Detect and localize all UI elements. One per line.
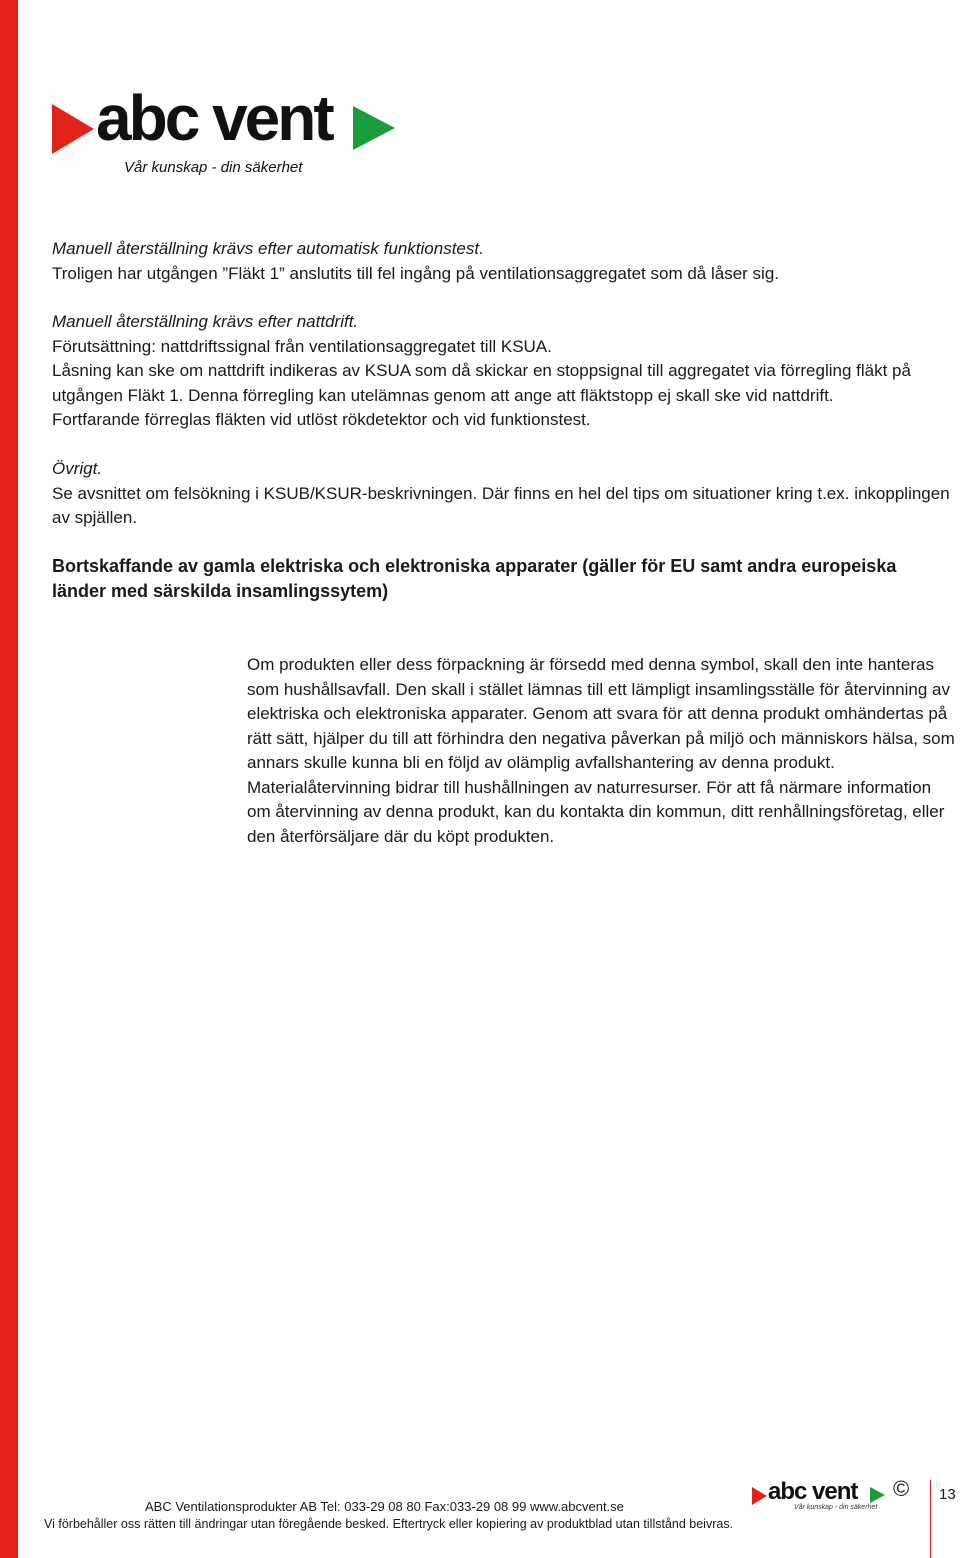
section-heading: Manuell återställning krävs efter nattdrift. — [52, 312, 359, 331]
footer-logo-red-triangle-icon — [752, 1487, 767, 1505]
footer-logo-wordmark: abc vent — [768, 1478, 858, 1505]
footer-logo-green-triangle-icon — [870, 1487, 885, 1503]
left-red-bar — [0, 0, 18, 1558]
footer-divider — [930, 1480, 931, 1558]
footer-contact: ABC Ventilationsprodukter AB Tel: 033-29 08 80 Fax:033-29 08 99 www.abcvent.se — [145, 1499, 624, 1514]
logo-red-triangle-icon — [52, 104, 94, 154]
section-night-mode — [52, 310, 960, 433]
section-auto-test — [52, 237, 960, 286]
section-line: Förutsättning: nattdriftssignal från ventilationsaggregatet till KSUA. — [52, 336, 552, 356]
section-line: Låsning kan ske om nattdrift indikeras av KSUA som då skickar en stoppsignal till aggregatet via förregling fläkt på utgången Fläkt 1. Denna förregling kan utelämnas genom att ange att fläktstopp ej skall ske vid nattdrift. — [52, 361, 911, 405]
logo-wordmark: abc vent — [96, 82, 332, 154]
disposal-text: Om produkten eller dess förpackning är försedd med denna symbol, skall den inte hanteras som hushållsavfall. Den skall i stället lämnas till ett lämpligt insamlingsställe för återvinning av elektriska och elektroniska apparater. Genom att svara för att denna produkt omhändertas på rätt sätt, hjälper du till att förhindra den negativa påverkan på miljö och människors hälsa, som annars skulle kunna bli en följd av olämplig avfallshantering av denna produkt. Materialåtervinning bidrar till hushållningen av naturresurser. För att få närmare information om återvinning av denna produkt, kan du kontakta din kommun, ditt renhållningsföretag, eller den återförsäljare där du köpt produkten. — [247, 655, 955, 846]
section-other — [52, 457, 960, 531]
section-heading: Manuell återställning krävs efter automatisk funktionstest. — [52, 239, 484, 258]
logo-tagline: Vår kunskap - din säkerhet — [124, 159, 303, 176]
footer-logo-tagline: Vår kunskap - din säkerhet — [794, 1504, 878, 1511]
logo-green-triangle-icon — [353, 106, 395, 150]
footer-disclaimer: Vi förbehåller oss rätten till ändringar utan föregående besked. Eftertryck eller kopiering av produktblad utan tillstånd beivras. — [44, 1517, 734, 1531]
company-logo — [52, 82, 412, 186]
disposal-heading: Bortskaffande av gamla elektriska och elektroniska apparater (gäller för EU samt andra europeiska länder med särskilda insamlingssytem) — [52, 556, 897, 601]
copyright-icon: © — [893, 1476, 910, 1501]
section-heading: Övrigt. — [52, 459, 103, 478]
page-number: 13 — [939, 1486, 956, 1503]
footer-logo — [752, 1478, 892, 1513]
section-line: Fortfarande förreglas fläkten vid utlöst rökdetektor och vid funktionstest. — [52, 410, 591, 429]
section-line: Troligen har utgången ”Fläkt 1” anslutits till fel ingång på ventilationsaggregatet som då låser sig. — [52, 263, 779, 283]
section-line: Se avsnittet om felsökning i KSUB/KSUR-beskrivningen. Där finns en hel del tips om situationer kring t.ex. inkopplingen av spjällen. — [52, 483, 950, 527]
